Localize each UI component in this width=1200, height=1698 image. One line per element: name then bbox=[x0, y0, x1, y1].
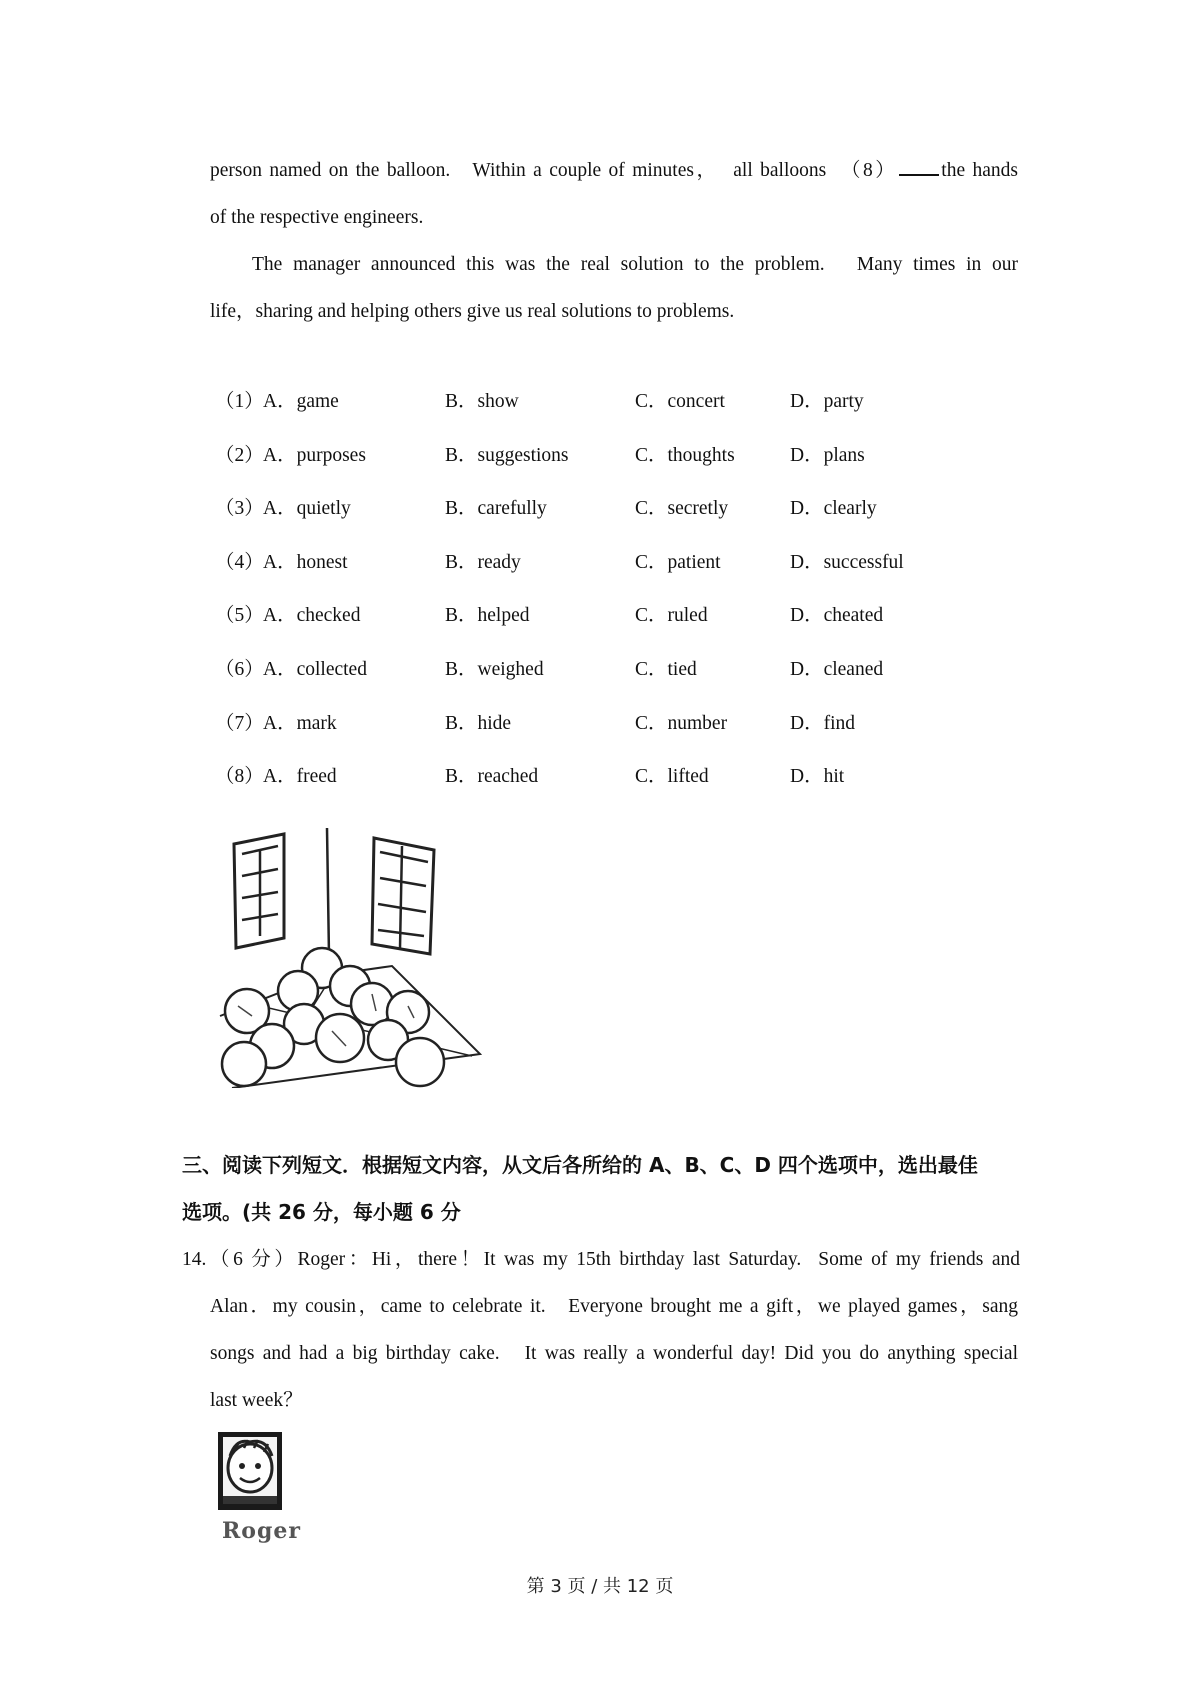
option-a: A．quietly bbox=[263, 498, 351, 520]
option-row-8 bbox=[215, 760, 955, 814]
option-c: C．lifted bbox=[635, 766, 709, 788]
option-row-2 bbox=[215, 439, 955, 493]
option-a: A．honest bbox=[263, 551, 348, 573]
option-a: A．game bbox=[263, 391, 339, 412]
passage-line-1: person named on the balloon. Within a couple of minutes， all balloons （8） the hands bbox=[210, 147, 1018, 194]
page-footer: 第 3 页 / 共 12 页 bbox=[526, 1576, 674, 1597]
q14-line-3: songs and had a big birthday cake. It was really a wonderful day! Did you do anything special bbox=[210, 1343, 1018, 1364]
option-b: B．show bbox=[445, 391, 519, 412]
option-row-5 bbox=[215, 599, 955, 653]
question-number: （3） bbox=[215, 498, 264, 520]
passage-line-3: The manager announced this was the real solution to the problem. Many times in our bbox=[252, 254, 1018, 275]
option-a: A．freed bbox=[263, 766, 337, 788]
option-c: C．ruled bbox=[635, 605, 708, 627]
option-d: D．plans bbox=[790, 444, 865, 466]
section-3-title-line-1: 三、阅读下列短文．根据短文内容，从文后各所给的 A、B、C、D 四个选项中，选出最佳 bbox=[182, 1153, 978, 1177]
option-d: D．party bbox=[790, 391, 864, 412]
question-number: （7） bbox=[215, 712, 264, 734]
option-b: B．reached bbox=[445, 766, 539, 788]
option-row-4 bbox=[215, 546, 955, 600]
option-row-7 bbox=[215, 707, 955, 761]
option-row-3 bbox=[215, 492, 955, 546]
option-row-1 bbox=[215, 385, 955, 439]
q14-line-2: Alan．my cousin，came to celebrate it. Everyone brought me a gift，we played games，sang bbox=[210, 1296, 1018, 1317]
option-b: B．weighed bbox=[445, 658, 544, 680]
option-d: D．successful bbox=[790, 551, 904, 573]
question-number: （1） bbox=[215, 391, 264, 412]
option-c: C．thoughts bbox=[635, 444, 735, 466]
option-a: A．collected bbox=[263, 658, 367, 680]
answer-blank-8 bbox=[899, 156, 939, 176]
option-d: D．cleaned bbox=[790, 658, 884, 680]
q14-line-4: last week？ bbox=[210, 1390, 303, 1411]
question-number: （6） bbox=[215, 658, 264, 680]
q14-line-1: 14.（6 分）Roger：Hi，there！It was my 15th birthday last Saturday. Some of my friends and bbox=[182, 1249, 1020, 1270]
option-c: C．secretly bbox=[635, 498, 729, 520]
option-b: B．carefully bbox=[445, 498, 547, 520]
option-d: D．clearly bbox=[790, 498, 877, 520]
section-3-title-line-2: 选项。(共 26 分，每小题 6 分 bbox=[182, 1200, 461, 1224]
option-d: D．cheated bbox=[790, 605, 884, 627]
option-a: A．mark bbox=[263, 712, 337, 734]
balloon-room-illustration bbox=[212, 826, 492, 1088]
avatar-caption: Roger bbox=[222, 1518, 301, 1544]
option-c: C．patient bbox=[635, 551, 721, 573]
option-d: D．find bbox=[790, 712, 855, 734]
option-b: B．helped bbox=[445, 605, 530, 627]
option-b: B．ready bbox=[445, 551, 521, 573]
option-c: C．tied bbox=[635, 658, 697, 680]
option-row-6 bbox=[215, 653, 955, 707]
option-a: A．purposes bbox=[263, 444, 366, 466]
option-d: D．hit bbox=[790, 766, 845, 788]
question-number: （5） bbox=[215, 605, 264, 627]
question-number: （4） bbox=[215, 551, 264, 573]
balloon-pile bbox=[222, 948, 444, 1086]
option-b: B．hide bbox=[445, 712, 512, 734]
passage-line-4: life，sharing and helping others give us real solutions to problems. bbox=[210, 301, 735, 322]
answer-options-table bbox=[215, 385, 955, 814]
option-c: C．number bbox=[635, 712, 728, 734]
passage-line-2: of the respective engineers. bbox=[210, 207, 424, 228]
option-a: A．checked bbox=[263, 605, 361, 627]
roger-avatar bbox=[216, 1430, 284, 1512]
option-c: C．concert bbox=[635, 391, 725, 412]
question-number: （2） bbox=[215, 444, 264, 466]
question-number: （8） bbox=[215, 766, 264, 788]
option-b: B．suggestions bbox=[445, 444, 569, 466]
